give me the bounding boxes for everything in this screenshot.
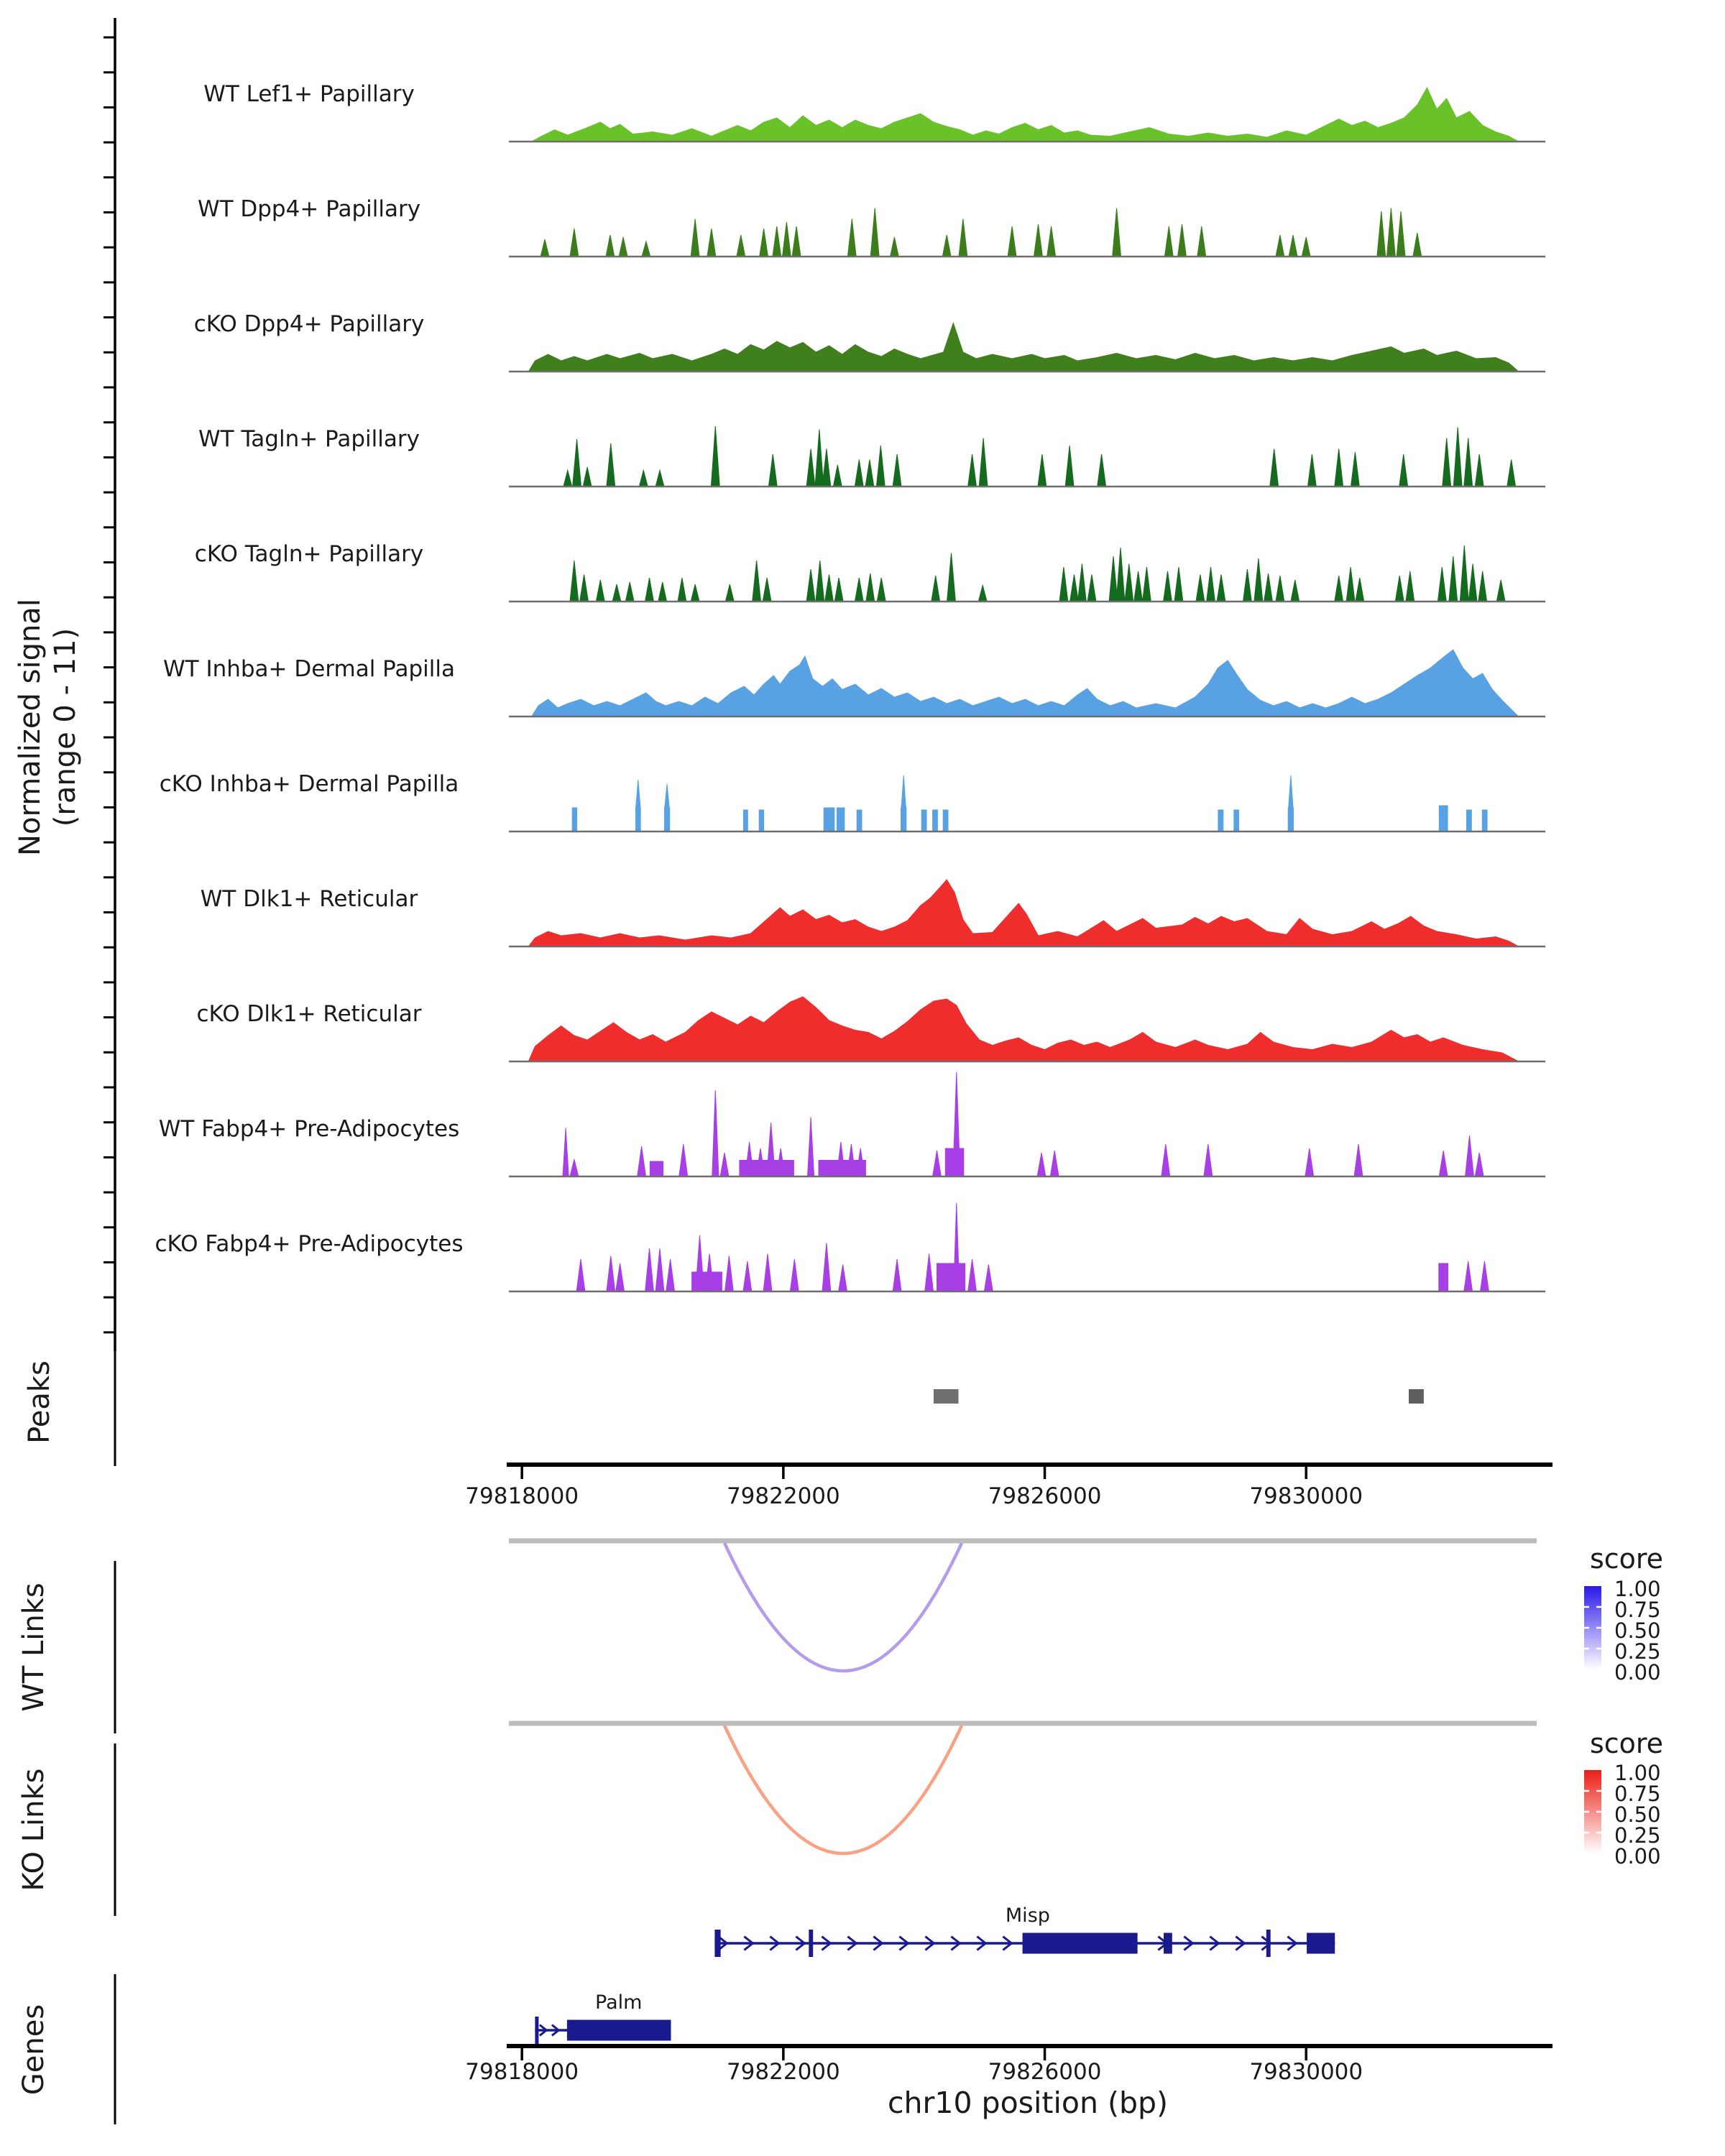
track-label: WT Dlk1+ Reticular bbox=[200, 886, 418, 912]
ko-links-arc bbox=[724, 1726, 962, 1853]
ko-links-legend-tick-label: 0.00 bbox=[1614, 1844, 1661, 1869]
gene-exon-box bbox=[1307, 1933, 1335, 1954]
signal-track-area bbox=[528, 323, 1518, 372]
y-axis-label-line1: Normalized signal bbox=[14, 599, 47, 856]
x-axis-top-tick-label: 79830000 bbox=[1249, 1483, 1363, 1509]
generated-chart-layer bbox=[104, 18, 1664, 2124]
track-label: WT Lef1+ Papillary bbox=[203, 81, 415, 107]
gene-exon-tick bbox=[714, 1930, 720, 1957]
signal-track-area bbox=[532, 650, 1519, 717]
peaks-rect bbox=[934, 1389, 959, 1404]
x-axis-bottom-tick-label: 79826000 bbox=[988, 2059, 1102, 2085]
gene-exon-box bbox=[1164, 1933, 1172, 1954]
x-axis-bottom-tick-label: 79830000 bbox=[1249, 2059, 1363, 2085]
x-axis-top-tick-label: 79818000 bbox=[465, 1483, 579, 1509]
track-label: WT Inhba+ Dermal Papilla bbox=[163, 656, 455, 682]
track-label: cKO Tagln+ Papillary bbox=[194, 541, 424, 567]
gene-exon-box bbox=[567, 2020, 671, 2041]
gene-exon-tick bbox=[535, 2017, 538, 2044]
wt-links-panel-label: WT Links bbox=[17, 1583, 50, 1712]
peaks-rect bbox=[1409, 1389, 1424, 1404]
x-axis-top-tick-label: 79822000 bbox=[726, 1483, 840, 1509]
gene-name-label: Palm bbox=[595, 1991, 643, 2014]
wt-links-arc bbox=[724, 1543, 962, 1671]
ko-links-panel-label: KO Links bbox=[17, 1768, 50, 1892]
x-axis-top-tick-label: 79826000 bbox=[988, 1483, 1102, 1509]
track-label: cKO Inhba+ Dermal Papilla bbox=[159, 771, 459, 797]
signal-track-area bbox=[564, 426, 1516, 487]
ko-score-legend-title: score bbox=[1589, 1728, 1664, 1759]
track-label: WT Tagln+ Papillary bbox=[198, 426, 420, 452]
peaks-panel-label: Peaks bbox=[23, 1360, 56, 1444]
track-label: WT Fabp4+ Pre-Adipocytes bbox=[158, 1116, 460, 1142]
ko-links-legend-tick-label: 1.00 bbox=[1614, 1761, 1661, 1785]
y-axis-label-line2: (range 0 - 11) bbox=[49, 627, 82, 827]
gene-exon-box bbox=[1023, 1933, 1138, 1954]
track-label: cKO Dlk1+ Reticular bbox=[196, 1001, 422, 1027]
signal-track-area bbox=[528, 997, 1518, 1061]
signal-track-area bbox=[540, 208, 1422, 257]
wt-links-legend-tick-label: 0.50 bbox=[1614, 1618, 1661, 1643]
x-axis-bottom-tick-label: 79822000 bbox=[726, 2059, 840, 2085]
ko-links-legend-tick-label: 0.25 bbox=[1614, 1823, 1661, 1848]
wt-links-legend-tick-label: 0.75 bbox=[1614, 1598, 1661, 1622]
ko-links-legend-tick-label: 0.75 bbox=[1614, 1782, 1661, 1806]
wt-links-legend-tick-label: 0.00 bbox=[1614, 1660, 1661, 1685]
wt-links-legend-tick-label: 0.25 bbox=[1614, 1639, 1661, 1664]
ko-links-legend-tick-label: 0.50 bbox=[1614, 1802, 1661, 1827]
track-label: cKO Dpp4+ Papillary bbox=[193, 311, 425, 337]
wt-score-legend-title: score bbox=[1589, 1543, 1664, 1575]
signal-track-area bbox=[563, 1072, 1484, 1177]
gene-exon-tick bbox=[1266, 1930, 1271, 1957]
track-label: cKO Fabp4+ Pre-Adipocytes bbox=[155, 1231, 464, 1257]
signal-track-area bbox=[572, 775, 1487, 831]
gene-name-label: Misp bbox=[1005, 1904, 1050, 1927]
signal-track-area bbox=[532, 88, 1519, 142]
wt-links-legend-tick-label: 1.00 bbox=[1614, 1577, 1661, 1601]
signal-track-area bbox=[570, 545, 1505, 602]
gene-exon-tick bbox=[809, 1930, 813, 1957]
track-label: WT Dpp4+ Papillary bbox=[197, 196, 421, 222]
x-axis-bottom-tick-label: 79818000 bbox=[465, 2059, 579, 2085]
signal-track-area bbox=[528, 880, 1518, 946]
genes-panel-label: Genes bbox=[17, 2004, 50, 2096]
x-axis-title: chr10 position (bp) bbox=[887, 2086, 1169, 2120]
signal-track-area bbox=[576, 1203, 1489, 1291]
